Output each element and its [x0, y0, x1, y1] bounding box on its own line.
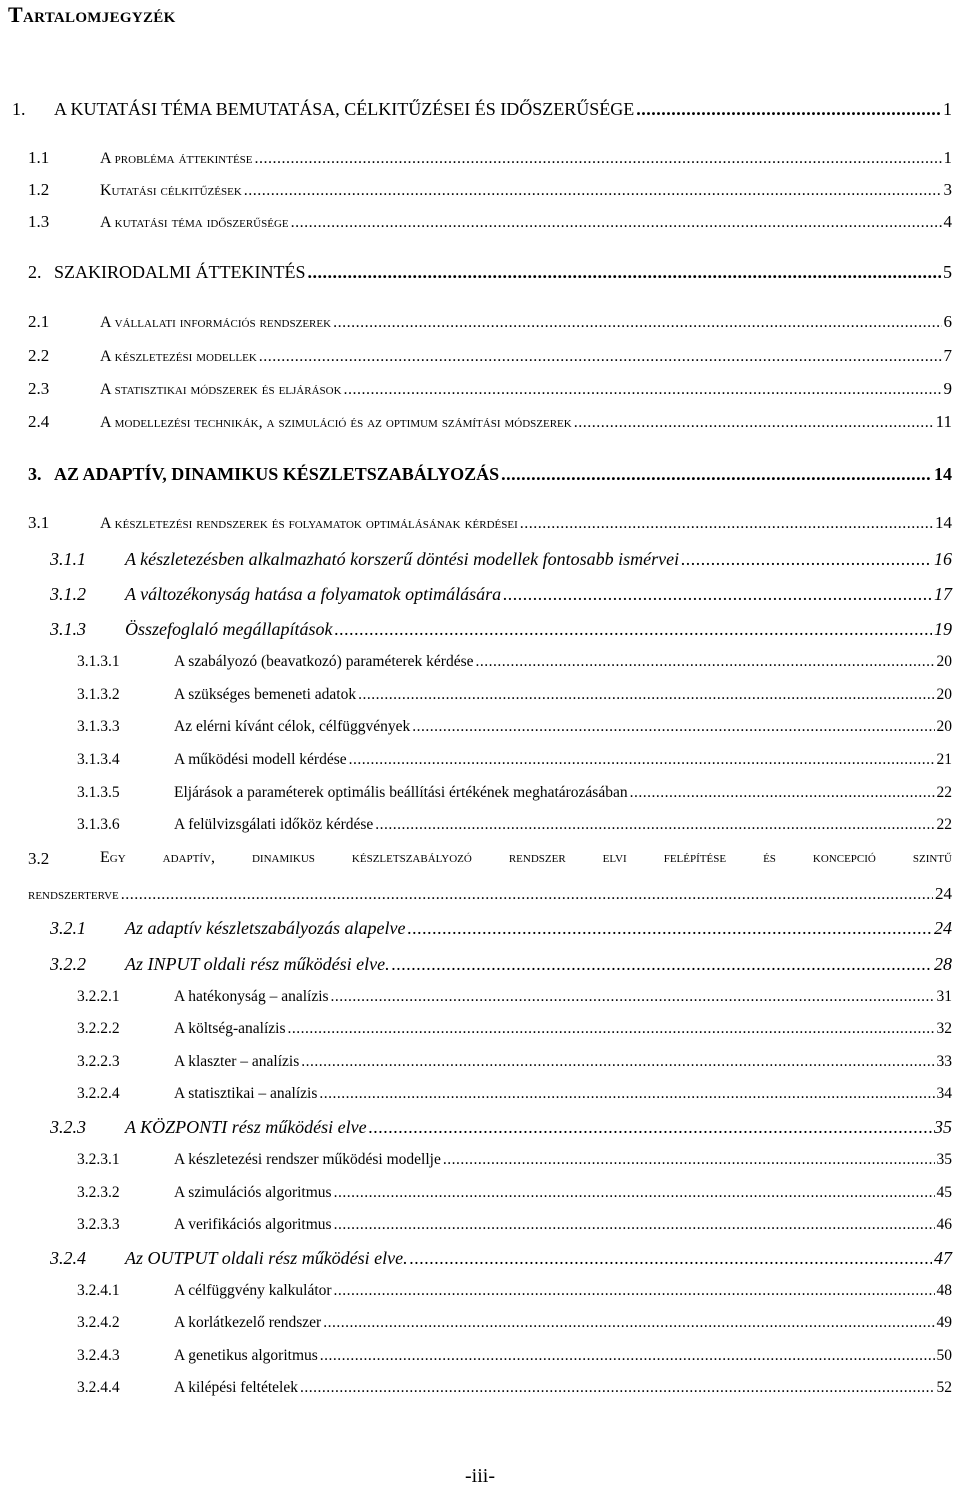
toc-page: 22 — [936, 784, 952, 801]
toc-page: 34 — [936, 1085, 952, 1102]
toc-page: 14 — [934, 464, 952, 484]
toc-number: 3.2.3 — [50, 1117, 86, 1137]
toc-page: 24 — [934, 918, 952, 938]
toc-text: A felülvizsgálati időköz kérdése — [174, 816, 374, 833]
toc-number: 3.2.2 — [50, 954, 86, 974]
toc-text: AZ ADAPTÍV, DINAMIKUS KÉSZLETSZABÁLYOZÁS — [54, 464, 500, 484]
toc-number: 3. — [28, 464, 42, 484]
toc-page: 20 — [936, 718, 952, 735]
toc-page: 20 — [936, 686, 952, 703]
toc-page: 7 — [943, 346, 952, 365]
toc-text: A genetikus algoritmus — [174, 1347, 318, 1364]
toc-page: 45 — [936, 1184, 952, 1201]
toc-page: 52 — [936, 1379, 952, 1396]
toc-number: 3.2.2.1 — [77, 988, 120, 1005]
toc-page: 17 — [934, 584, 952, 604]
toc-text: A szabályozó (beavatkozó) paraméterek kérdése — [174, 653, 474, 670]
toc-number: 3.2.2.2 — [77, 1020, 120, 1037]
toc-text-cont: rendszerterve — [28, 886, 119, 903]
toc-number: 3.2.4.4 — [77, 1379, 120, 1396]
toc-number: 3.2 — [28, 849, 50, 868]
toc-page: 48 — [936, 1282, 952, 1299]
toc-number: 1.3 — [28, 212, 50, 231]
toc-text: A kilépési feltételek — [174, 1379, 298, 1396]
toc-number: 3.1.3.3 — [77, 718, 120, 735]
toc-page: 5 — [943, 262, 952, 282]
toc-number: 3.2.3.1 — [77, 1151, 120, 1168]
toc-number: 2.1 — [28, 312, 50, 331]
toc-text: Egy adaptív, dinamikus készletszabályozó rendszer elvi felépítése és koncepció szintű — [100, 849, 952, 866]
toc-text: A működési modell kérdése — [174, 751, 347, 768]
toc-number: 3.1.3.4 — [77, 751, 120, 768]
toc-text: A készletezési modellek — [100, 348, 257, 365]
toc-page: 49 — [936, 1314, 952, 1331]
toc-text: Az adaptív készletszabályozás alapelve — [125, 918, 406, 938]
toc-text: Az OUTPUT oldali rész működési elve. — [125, 1248, 408, 1268]
toc-number: 3.1.3 — [50, 619, 86, 639]
toc-number: 2.2 — [28, 346, 50, 365]
toc-text: A klaszter – analízis — [174, 1053, 300, 1070]
toc-page: 4 — [943, 212, 952, 231]
toc-text: A statisztikai módszerek és eljárások — [100, 381, 342, 398]
toc-number: 3.2.3.2 — [77, 1184, 120, 1201]
toc-page: 14 — [935, 513, 952, 532]
toc-text: A készletezési rendszerek és folyamatok optimálásának kérdései — [100, 515, 518, 532]
toc-text: A KUTATÁSI TÉMA BEMUTATÁSA, CÉLKITŰZÉSEI ÉS IDŐSZERŰSÉGE — [54, 99, 635, 119]
toc-page: 1 — [943, 148, 952, 167]
toc-text: A kutatási téma időszerűsége — [100, 214, 289, 231]
toc-text: A szimulációs algoritmus — [174, 1184, 332, 1201]
toc-page: 21 — [936, 751, 952, 768]
toc-text: A verifikációs algoritmus — [174, 1216, 332, 1233]
toc-number: 3.1.2 — [50, 584, 86, 604]
toc-text: A változékonyság hatása a folyamatok optimálására — [125, 584, 502, 604]
toc-number: 2.3 — [28, 379, 50, 398]
toc-number: 3.1.3.5 — [77, 784, 120, 801]
toc-text: A szükséges bemeneti adatok — [174, 686, 357, 703]
toc-text: SZAKIRODALMI ÁTTEKINTÉS — [54, 262, 306, 282]
toc-text: A vállalati információs rendszerek — [100, 314, 332, 331]
toc-text: A költség-analízis — [174, 1020, 286, 1037]
toc-page: 35 — [936, 1151, 952, 1168]
toc-number: 3.2.2.4 — [77, 1085, 120, 1102]
toc-number: 1. — [12, 99, 26, 119]
toc-page: 24 — [935, 884, 952, 903]
toc-entry-3-2-line1[interactable] — [100, 849, 952, 867]
toc-number: 3.2.4.2 — [77, 1314, 120, 1331]
toc-text: Az INPUT oldali rész működési elve. — [125, 954, 390, 974]
toc-page: 6 — [943, 312, 952, 331]
toc-text: A hatékonyság – analízis — [174, 988, 329, 1005]
toc-page: 20 — [936, 653, 952, 670]
toc-number: 3.1.3.6 — [77, 816, 120, 833]
toc-text: A probléma áttekintése — [100, 150, 253, 167]
toc-text: Kutatási célkitűzések — [100, 182, 242, 199]
toc-number: 3.2.4.3 — [77, 1347, 120, 1364]
toc-page: 35 — [934, 1117, 952, 1137]
toc-page: 22 — [936, 816, 952, 833]
toc-text: A korlátkezelő rendszer — [174, 1314, 322, 1331]
toc-page: 28 — [934, 954, 952, 974]
toc-number: 2.4 — [28, 412, 50, 431]
toc-text: Eljárások a paraméterek optimális beállítási értékének meghatározásában — [174, 784, 628, 801]
page-title: Tartalomjegyzék — [8, 2, 176, 27]
toc-page: 3 — [943, 180, 952, 199]
toc-page: 11 — [935, 412, 952, 431]
toc-number: 3.2.3.3 — [77, 1216, 120, 1233]
toc-text: A modellezési technikák, a szimuláció és az optimum számítási módszerek — [100, 414, 572, 431]
toc-text: Összefoglaló megállapítások — [125, 619, 333, 639]
toc-page: 31 — [936, 988, 952, 1005]
toc-number: 3.2.1 — [50, 918, 86, 938]
toc-text: Az elérni kívánt célok, célfüggvények — [174, 718, 411, 735]
toc-page: 1 — [943, 99, 952, 119]
toc-text: A KÖZPONTI rész működési elve — [125, 1117, 367, 1137]
toc-page: 33 — [936, 1053, 952, 1070]
toc-text: A statisztikai – analízis — [174, 1085, 318, 1102]
toc-number: 3.1.1 — [50, 549, 86, 569]
toc-number: 1.2 — [28, 180, 50, 199]
toc-number: 3.1 — [28, 513, 50, 532]
toc-page: 9 — [943, 379, 952, 398]
toc-page: 47 — [934, 1248, 952, 1268]
page-number: -iii- — [465, 1465, 495, 1487]
toc-text: A készletezési rendszer működési modellje — [174, 1151, 441, 1168]
toc-page: 19 — [934, 619, 952, 639]
toc-text: A célfüggvény kalkulátor — [174, 1282, 332, 1299]
toc-page: 46 — [936, 1216, 952, 1233]
toc-number: 3.2.2.3 — [77, 1053, 120, 1070]
toc-page: 50 — [936, 1347, 952, 1364]
toc-number: 3.1.3.2 — [77, 686, 120, 703]
toc-text: A készletezésben alkalmazható korszerű döntési modellek fontosabb ismérvei — [125, 549, 680, 569]
toc-number: 3.2.4 — [50, 1248, 86, 1268]
toc-number: 3.1.3.1 — [77, 653, 120, 670]
toc-page: 16 — [934, 549, 952, 569]
toc-page: 32 — [936, 1020, 952, 1037]
toc-number: 3.2.4.1 — [77, 1282, 120, 1299]
toc-number: 2. — [28, 262, 42, 282]
toc-number: 1.1 — [28, 148, 50, 167]
